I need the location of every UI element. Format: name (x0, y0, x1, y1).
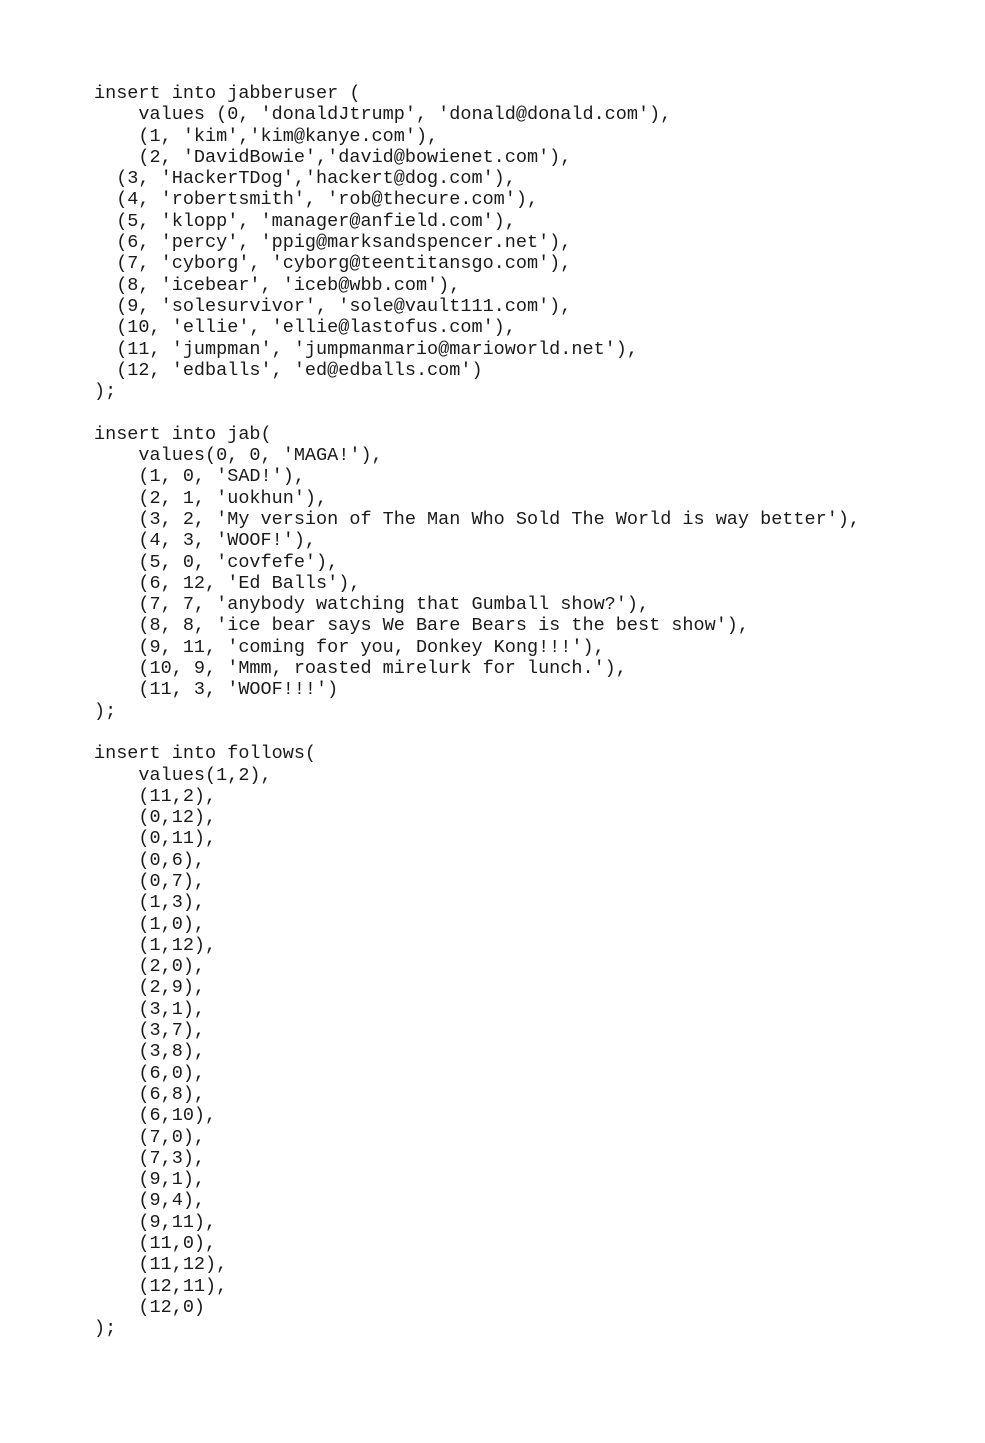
code-line: (7, 'cyborg', 'cyborg@teentitansgo.com'), (94, 253, 572, 275)
code-line: (10, 'ellie', 'ellie@lastofus.com'), (94, 317, 516, 339)
code-line: (6, 'percy', 'ppig@marksandspencer.net'), (94, 232, 572, 254)
code-line: (5, 0, 'covfefe'), (94, 551, 339, 573)
code-line: values(1,2), (94, 764, 272, 786)
code-line: (9,4), (94, 1190, 206, 1212)
code-line: (9,1), (94, 1169, 206, 1191)
code-line: (7,3), (94, 1147, 206, 1169)
code-line: (3, 'HackerTDog','hackert@dog.com'), (94, 168, 516, 190)
code-line: (0,11), (94, 828, 217, 850)
code-line: ); (94, 1318, 117, 1340)
code-line: (5, 'klopp', 'manager@anfield.com'), (94, 210, 516, 232)
code-line: (6, 12, 'Ed Balls'), (94, 572, 361, 594)
code-line: (2, 'DavidBowie','david@bowienet.com'), (94, 146, 572, 168)
code-line: (12, 'edballs', 'ed@edballs.com') (94, 359, 483, 381)
code-line: (2,9), (94, 977, 206, 999)
sql-code-block (94, 83, 860, 1340)
code-line: (11, 3, 'WOOF!!!') (94, 679, 339, 701)
code-line: (7, 7, 'anybody watching that Gumball show?'), (94, 594, 650, 616)
code-line: (7,0), (94, 1126, 206, 1148)
code-line: (0,12), (94, 807, 217, 829)
code-line: (6,8), (94, 1083, 206, 1105)
code-line: (12,11), (94, 1275, 228, 1297)
code-line: (1,0), (94, 913, 206, 935)
code-line: (8, 'icebear', 'iceb@wbb.com'), (94, 274, 461, 296)
code-line: insert into follows( (94, 743, 317, 765)
code-line: (8, 8, 'ice bear says We Bare Bears is the best show'), (94, 615, 750, 637)
code-line: (4, 'robertsmith', 'rob@thecure.com'), (94, 189, 539, 211)
code-line: (3,1), (94, 998, 206, 1020)
code-line: values (0, 'donaldJtrump', 'donald@donald.com'), (94, 104, 672, 126)
code-line: (1,12), (94, 934, 217, 956)
code-line: (10, 9, 'Mmm, roasted mirelurk for lunch.'), (94, 658, 627, 680)
code-line: (12,0) (94, 1296, 206, 1318)
code-line: (4, 3, 'WOOF!'), (94, 530, 317, 552)
code-line: (9,11), (94, 1211, 217, 1233)
code-line: ); (94, 381, 117, 403)
code-line: (11,0), (94, 1233, 217, 1255)
code-line: (3,7), (94, 1020, 206, 1042)
code-line: values(0, 0, 'MAGA!'), (94, 445, 383, 467)
code-line: (1, 'kim','kim@kanye.com'), (94, 125, 439, 147)
code-line: (1,3), (94, 892, 206, 914)
code-line: (1, 0, 'SAD!'), (94, 466, 305, 488)
code-line (94, 722, 860, 743)
code-line: (11,12), (94, 1254, 228, 1276)
code-line: (6,10), (94, 1105, 217, 1127)
code-line: (0,6), (94, 849, 206, 871)
code-line: insert into jabberuser ( (94, 83, 361, 104)
code-line: (0,7), (94, 870, 206, 892)
code-line: (2, 1, 'uokhun'), (94, 487, 328, 509)
code-line: (3,8), (94, 1041, 206, 1063)
code-line: (6,0), (94, 1062, 206, 1084)
code-line: ); (94, 700, 117, 722)
code-line: (11,2), (94, 785, 217, 807)
code-line: insert into jab( (94, 423, 272, 445)
code-line: (2,0), (94, 956, 206, 978)
code-line: (9, 'solesurvivor', 'sole@vault111.com'), (94, 295, 572, 317)
code-line: (3, 2, 'My version of The Man Who Sold The World is way better'), (94, 508, 861, 530)
code-line (94, 402, 860, 423)
code-line: (9, 11, 'coming for you, Donkey Kong!!!'), (94, 636, 605, 658)
code-line: (11, 'jumpman', 'jumpmanmario@marioworld.net'), (94, 338, 638, 360)
